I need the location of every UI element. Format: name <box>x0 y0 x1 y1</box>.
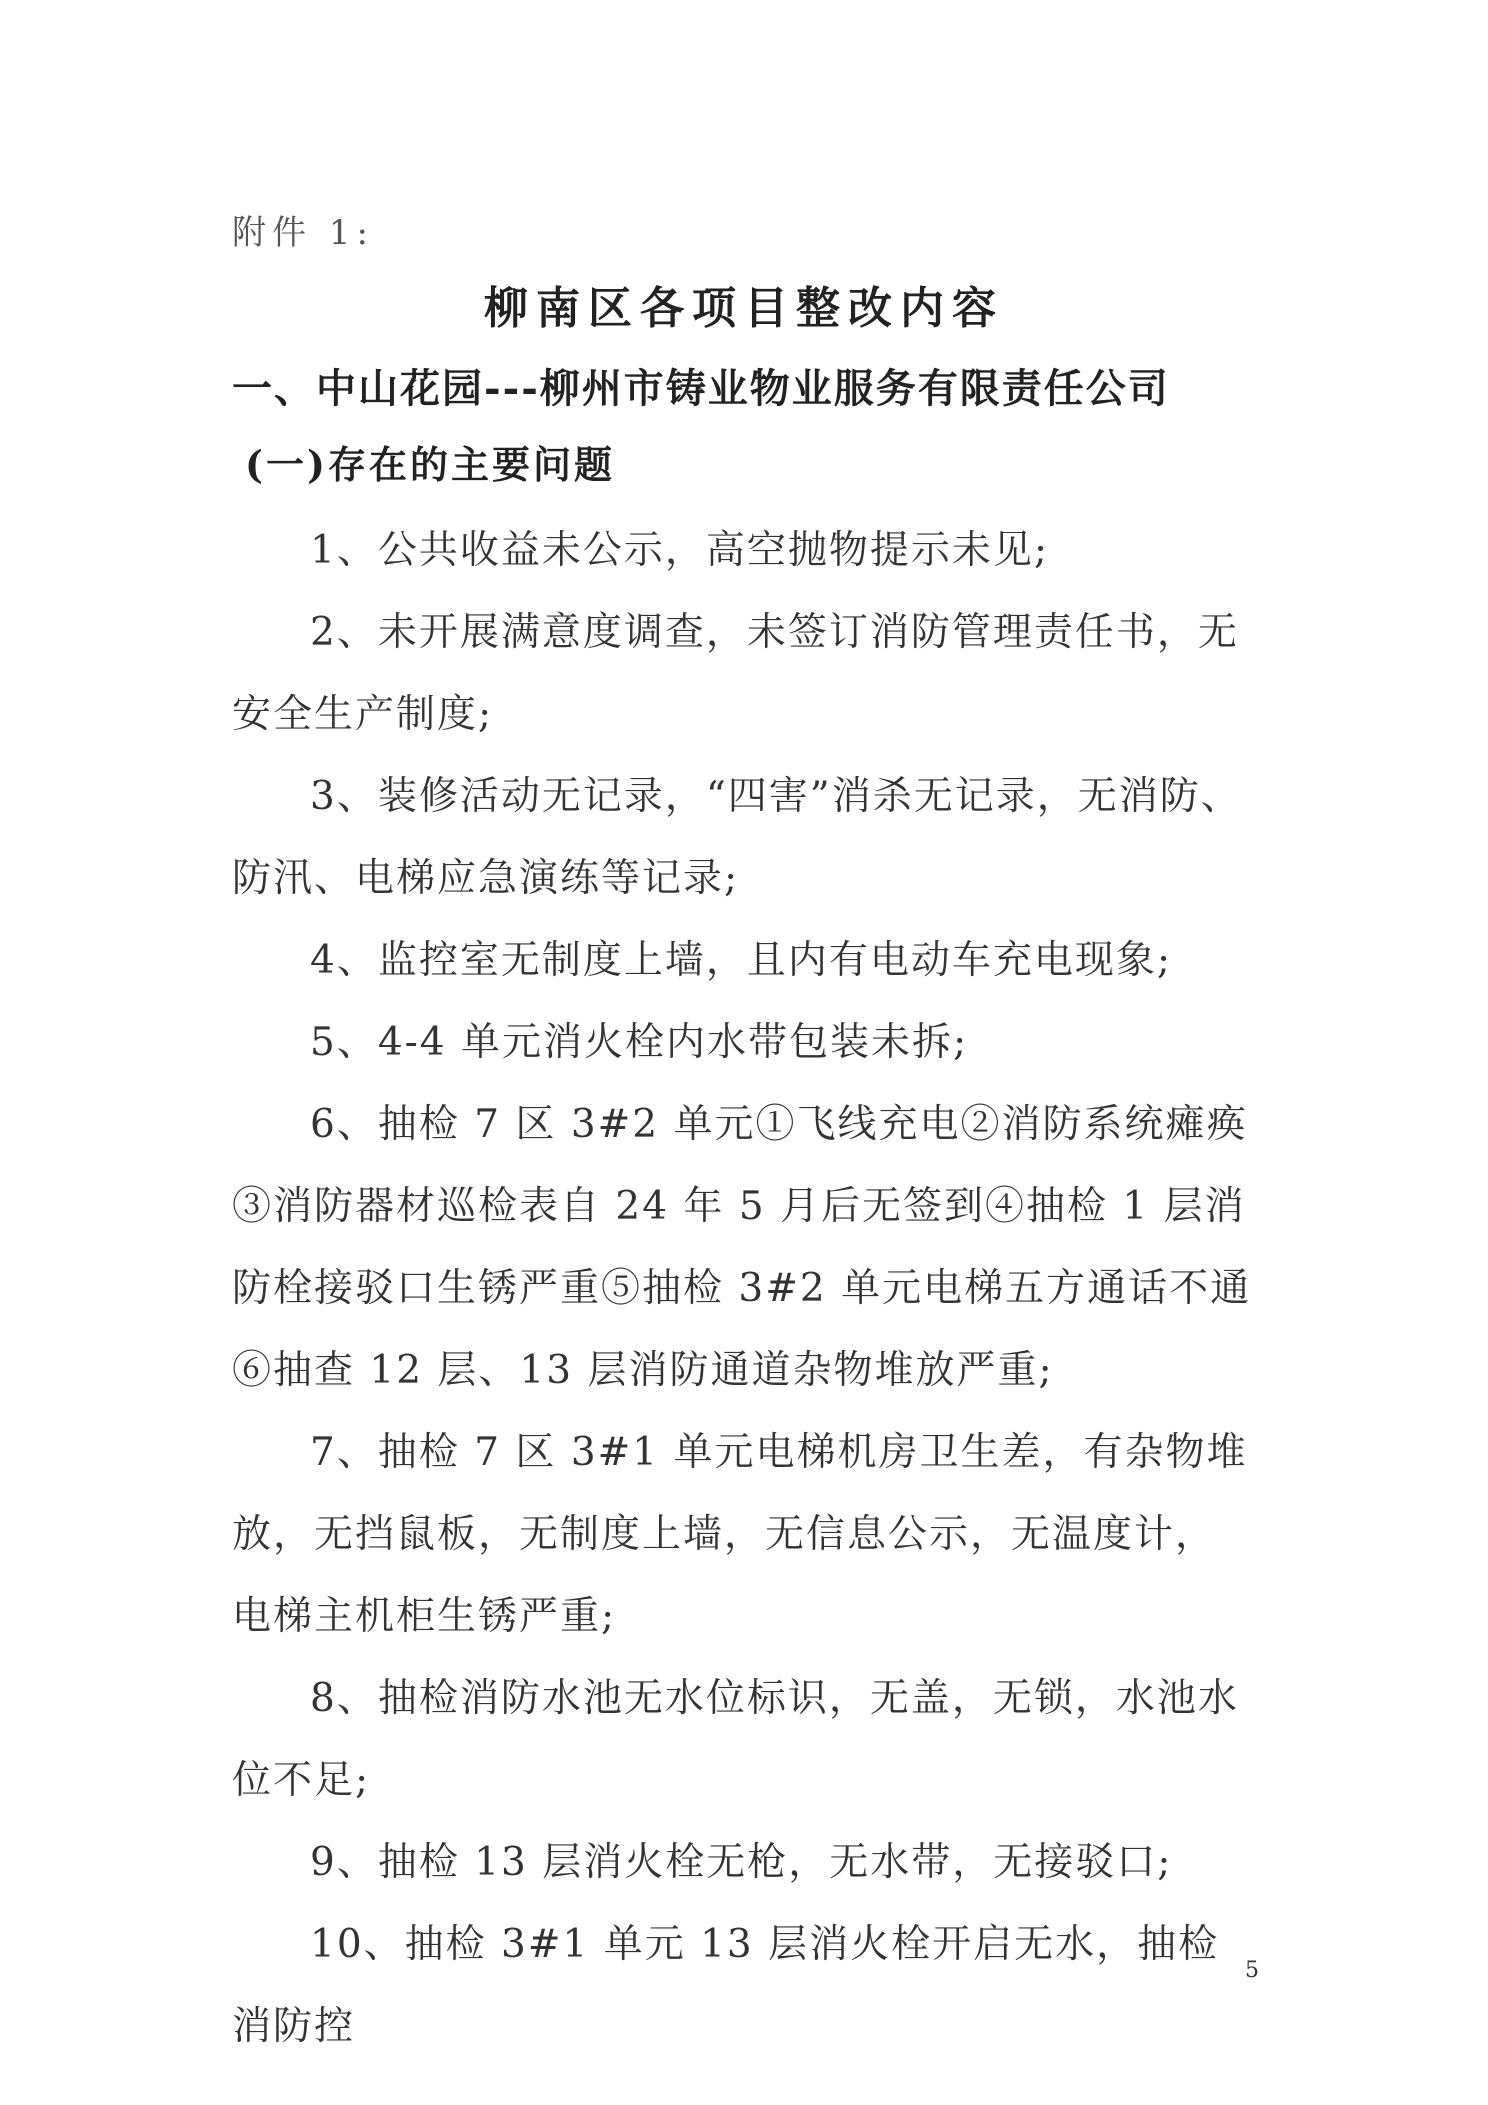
list-item: 4、监控室无制度上墙，且内有电动车充电现象; <box>310 938 1172 983</box>
list-item: 1、公共收益未公示，高空抛物提示未见; <box>310 528 1049 573</box>
list-item: 3、装修活动无记录，“四害”消杀无记录，无消防、防汛、电梯应急演练等记录; <box>232 774 1242 901</box>
list-item: 5、4-4 单元消火栓内水带包装未拆; <box>310 1020 969 1065</box>
section-heading: 一、中山花园---柳州市铸业物业服务有限责任公司 <box>232 365 1170 412</box>
list-item: 10、抽检 3#1 单元 13 层消火栓开启无水，抽检消防控 <box>232 1922 1220 2049</box>
page-number: 5 <box>1245 1958 1259 1983</box>
issue-list <box>232 510 1254 2068</box>
list-item: 6、抽检 7 区 3#2 单元①飞线充电②消防系统瘫痪③消防器材巡检表自 24 年 5 月后无签到④抽检 1 层消防栓接驳口生锈严重⑤抽检 3#2 单元电梯五方通话不通⑥抽查 12 层、13 层消防通道杂物堆放严重; <box>232 1102 1252 1393</box>
list-item: 9、抽检 13 层消火栓无枪，无水带，无接驳口; <box>310 1840 1173 1885</box>
list-item: 2、未开展满意度调查，未签订消防管理责任书，无安全生产制度; <box>232 610 1239 737</box>
list-item: 7、抽检 7 区 3#1 单元电梯机房卫生差，有杂物堆放，无挡鼠板，无制度上墙，无信息公示，无温度计，电梯主机柜生锈严重; <box>232 1430 1248 1639</box>
document-title: 柳南区各项目整改内容 <box>484 283 1004 334</box>
annex-label: 附件 1: <box>232 213 374 253</box>
list-item: 8、抽检消防水池无水位标识，无盖，无锁，水池水位不足; <box>232 1676 1239 1803</box>
subsection-heading: (一)存在的主要问题 <box>245 442 615 487</box>
